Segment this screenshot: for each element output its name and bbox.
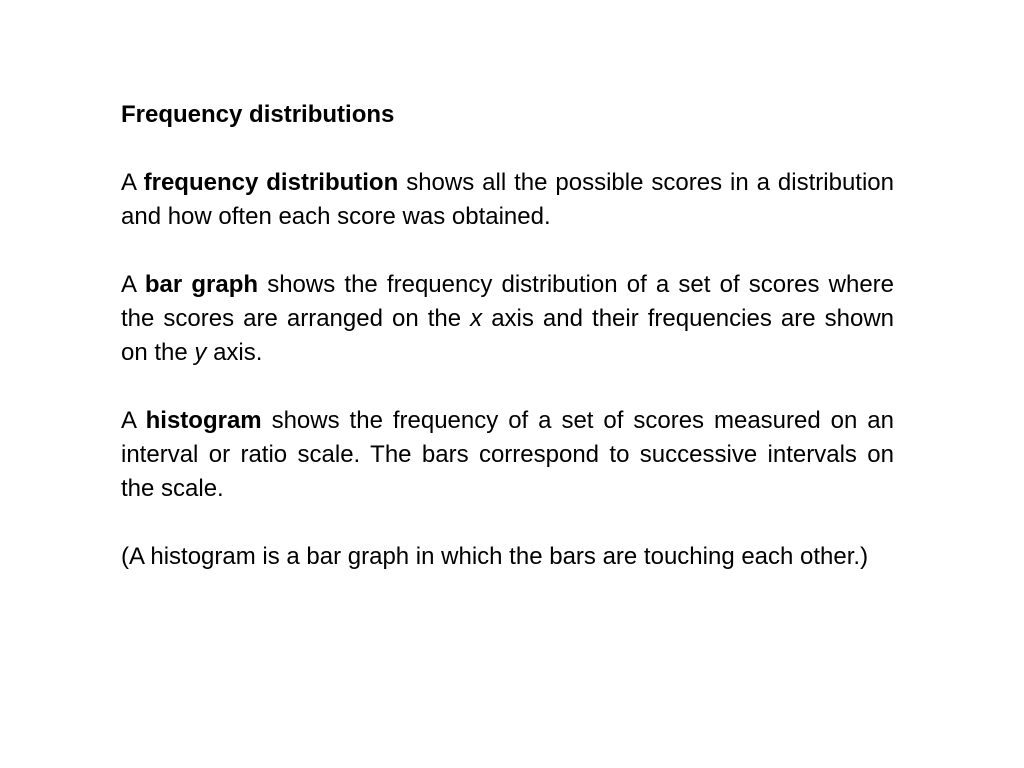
y-variable: y xyxy=(194,339,207,366)
paragraph-body: shows all the possible scores in a distribution and how often each score was obtained. xyxy=(121,169,894,230)
paragraph-body: shows the frequency distribution of a set of scores where the scores are arranged on the xyxy=(121,271,895,332)
term-frequency-distribution: frequency distribution xyxy=(143,169,399,196)
paragraph-body: axis and their frequencies are shown on the xyxy=(121,305,894,366)
paragraph-frequency-distribution xyxy=(121,166,894,234)
paragraph-body: axis. xyxy=(206,339,263,366)
term-histogram: histogram xyxy=(145,407,262,434)
slide-title: Frequency distributions xyxy=(121,101,395,128)
term-bar-graph: bar graph xyxy=(144,271,259,298)
slide-content xyxy=(121,98,894,574)
paragraph-lead: A xyxy=(121,169,144,196)
paragraph-body: shows the frequency of a set of scores measured on an interval or ratio scale. The bars correspond to successive intervals on the scale. xyxy=(121,407,894,502)
paragraph-note: (A histogram is a bar graph in which the bars are touching each other.) xyxy=(121,543,869,570)
paragraph-bar-graph xyxy=(121,268,894,370)
paragraph-lead: A xyxy=(121,407,146,434)
x-variable: x xyxy=(470,305,483,332)
paragraph-lead: A xyxy=(121,271,145,298)
paragraph-histogram xyxy=(121,404,894,506)
